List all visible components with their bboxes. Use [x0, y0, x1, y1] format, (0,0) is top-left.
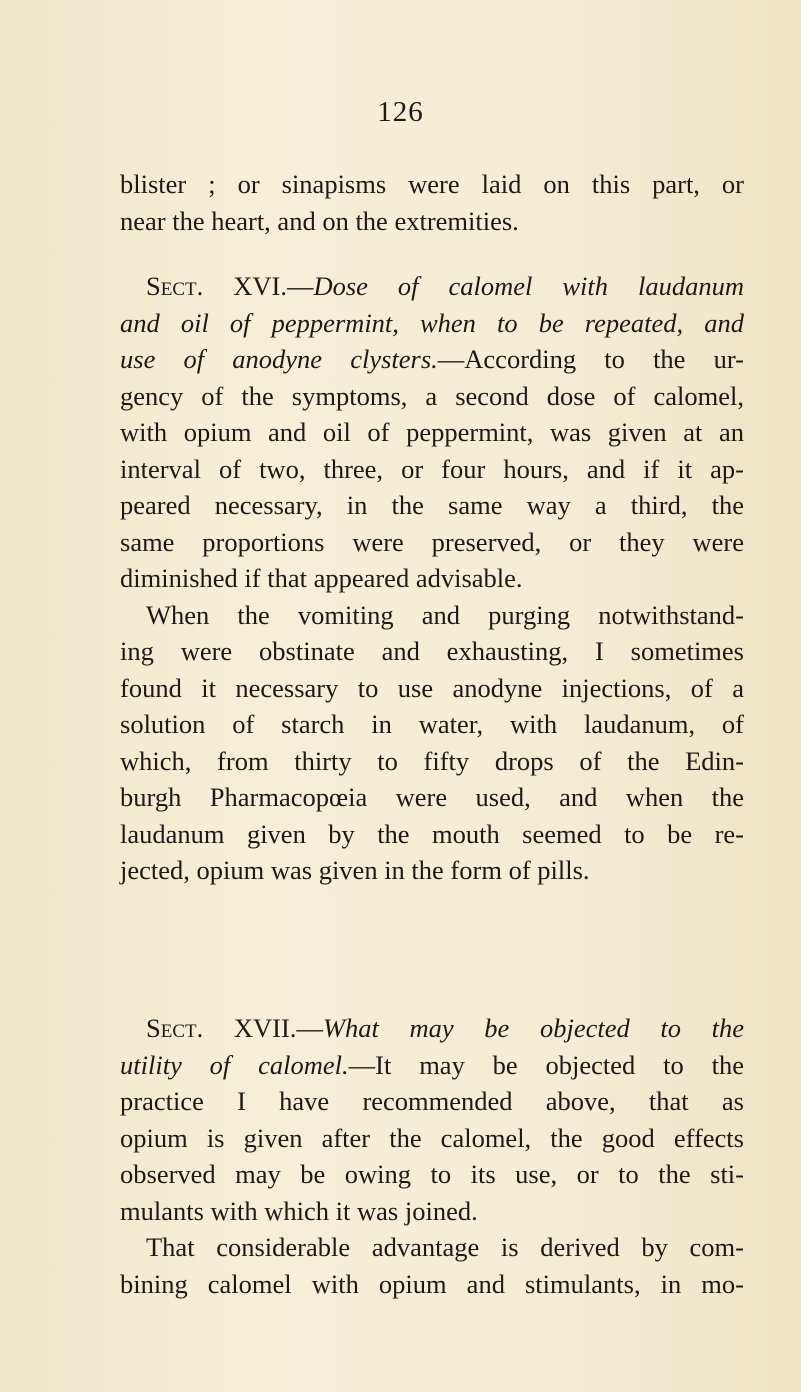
text-line: diminished if that appeared advisable.	[120, 563, 523, 593]
section-heading-line	[120, 341, 744, 378]
page-number: 126	[377, 96, 424, 128]
section-heading-line	[120, 268, 744, 305]
text-line: mulants with which it was joined.	[120, 1195, 478, 1226]
text-line: interval of two, three, or four hours, and if it ap-	[120, 453, 744, 484]
text-line: which, from thirty to fifty drops of the Edin-	[120, 745, 744, 776]
text-run: —It may be objected to the	[348, 1049, 744, 1080]
section-label: Sect. XVII.—	[146, 1013, 323, 1043]
text-line: observed may be owing to its use, or to the sti-	[120, 1159, 744, 1189]
section-heading-line	[120, 1010, 744, 1047]
text-line: burgh Pharmacopœia were used, and when the	[120, 782, 744, 812]
text-line: When the vomiting and purging notwithstand-	[146, 599, 744, 630]
text-line: peared necessary, in the same way a third, the	[120, 490, 744, 520]
text-run: —According to the ur-	[437, 344, 744, 374]
section-title: use of anodyne clysters.	[120, 344, 438, 374]
text-line: near the heart, and on the extremities.	[120, 205, 519, 236]
section-label: Sect. XVI.—	[146, 271, 314, 301]
section-title: What may be objected to the	[322, 1013, 744, 1043]
text-line: opium is given after the calomel, the good effects	[120, 1122, 744, 1153]
text-line: blister ; or sinapisms were laid on this part, or	[120, 169, 744, 199]
section-title: Dose of calomel with laudanum	[313, 271, 744, 301]
text-line: bining calomel with opium and stimulants, in mo-	[120, 1268, 744, 1299]
paragraph-continuation	[120, 166, 744, 239]
text-line: That considerable advantage is derived by com-	[146, 1232, 744, 1262]
section-heading-line	[120, 1047, 744, 1084]
section-title: utility of calomel.	[120, 1049, 349, 1080]
text-line: with opium and oil of peppermint, was given at an	[120, 417, 744, 447]
text-line: ing were obstinate and exhausting, I sometimes	[120, 636, 744, 666]
text-line: solution of starch in water, with laudanum, of	[120, 709, 744, 739]
section-title: and oil of peppermint, when to be repeated, and	[120, 307, 744, 338]
text-line: found it necessary to use anodyne injections, of a	[120, 672, 744, 703]
text-line: gency of the symptoms, a second dose of calomel,	[120, 380, 744, 411]
section-heading-line	[120, 305, 744, 342]
section-xvii	[120, 1010, 744, 1302]
text-line: jected, opium was given in the form of pills.	[120, 855, 590, 885]
text-line: same proportions were preserved, or they were	[120, 526, 744, 557]
text-line: practice I have recommended above, that as	[120, 1086, 744, 1116]
text-line: laudanum given by the mouth seemed to be re-	[120, 818, 744, 849]
section-xvi	[120, 268, 744, 889]
